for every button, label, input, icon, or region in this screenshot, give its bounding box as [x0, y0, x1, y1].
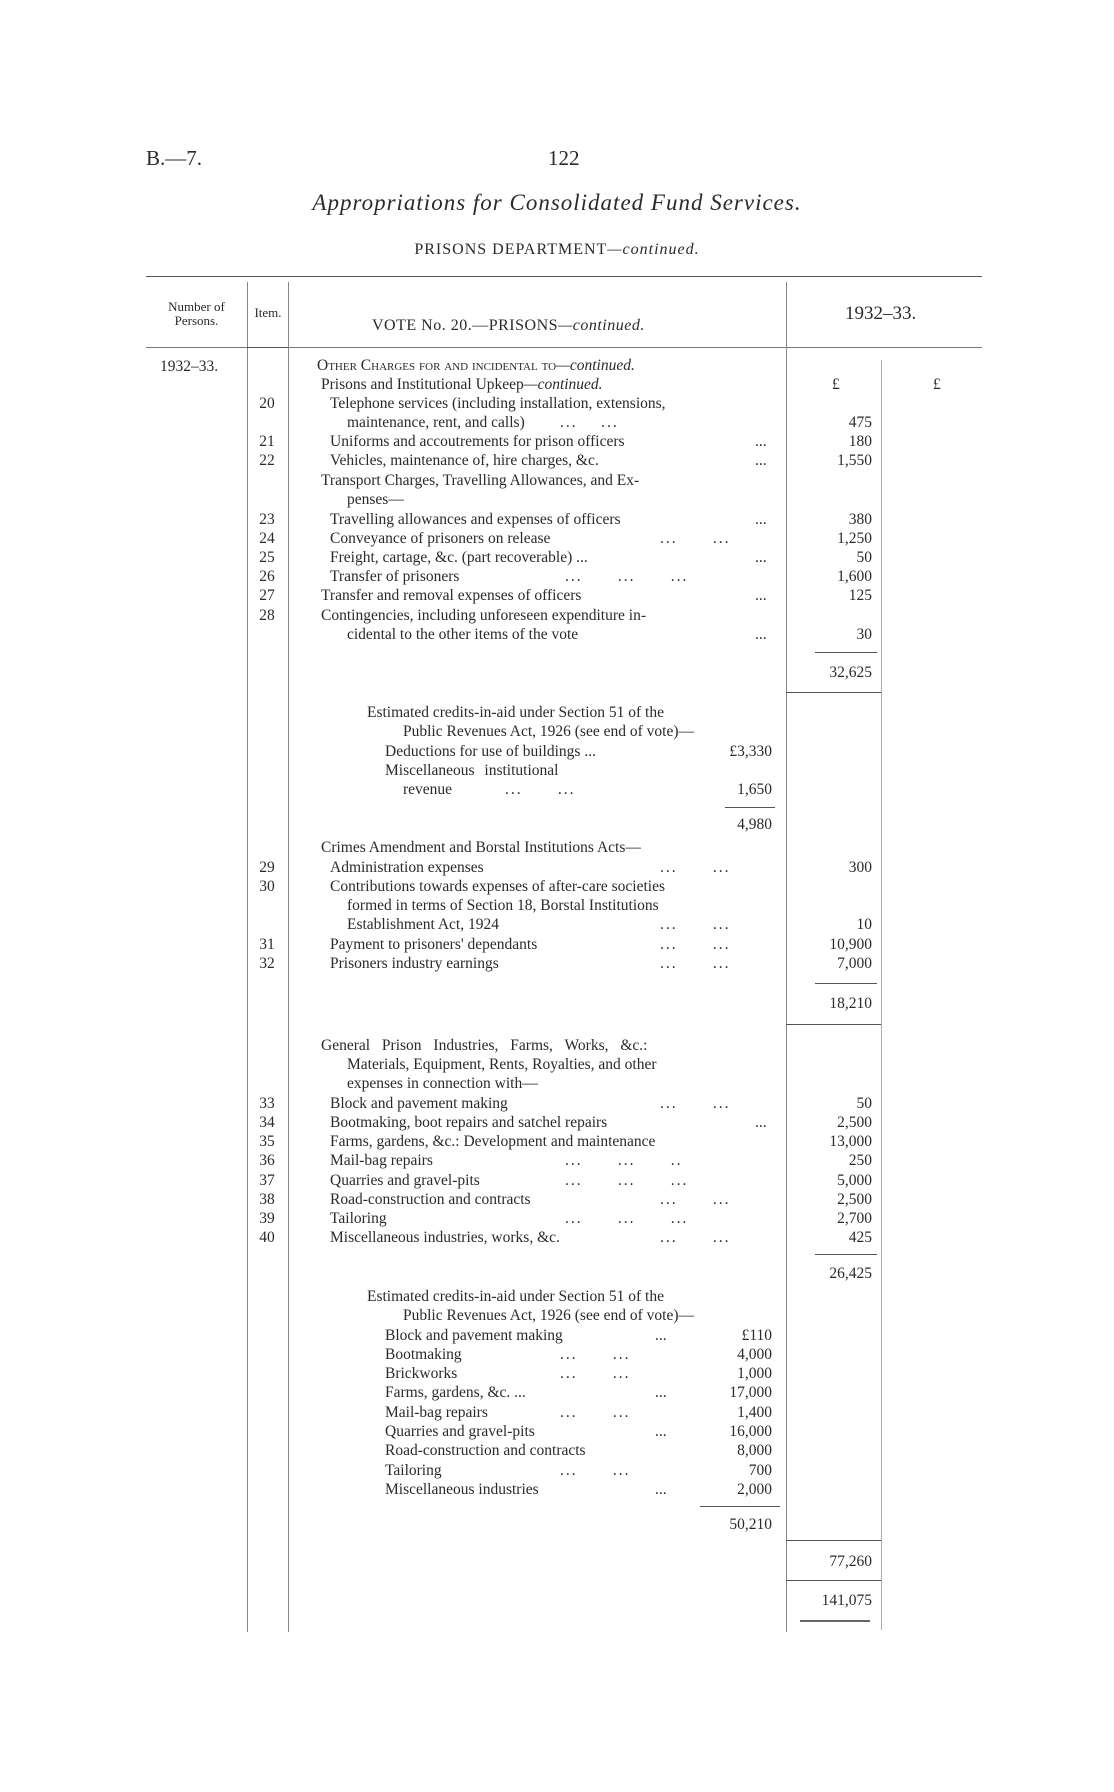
item-header: Item. — [254, 305, 282, 320]
column-divider-amount — [786, 282, 787, 1632]
pound-sign-amount: £ — [832, 376, 840, 393]
subheading-materials-cont: expenses in connection with— — [347, 1075, 538, 1092]
credit-amount: 16,000 — [729, 1423, 772, 1440]
credit-amount: 4,000 — [737, 1346, 772, 1363]
subtotal-rule — [815, 983, 877, 984]
credits-heading-cont: Public Revenues Act, 1926 (see end of vote)— — [403, 1307, 694, 1324]
subtotal-rule — [786, 1024, 881, 1025]
item-number: 38 — [259, 1191, 275, 1208]
item-description: Road-construction and contracts — [330, 1191, 531, 1208]
item-amount: 2,500 — [837, 1191, 872, 1208]
credit-amount: 8,000 — [737, 1442, 772, 1459]
item-number: 35 — [259, 1133, 275, 1150]
item-number: 26 — [259, 568, 275, 585]
credits-heading: Estimated credits-in-aid under Section 51 of the — [367, 1288, 664, 1305]
item-amount: 5,000 — [837, 1172, 872, 1189]
item-amount: 30 — [856, 626, 872, 643]
item-amount: 50 — [856, 1095, 872, 1112]
credits-rule — [700, 1506, 780, 1507]
pound-sign-total: £ — [933, 376, 941, 393]
section-total: 32,625 — [829, 664, 872, 681]
item-description: Conveyance of prisoners on release — [330, 530, 551, 547]
section-heading-crimes: Crimes Amendment and Borstal Institutions Acts— — [321, 839, 641, 856]
vote-grand-total: 141,075 — [821, 1592, 872, 1609]
item-description: Contributions towards expenses of after-care societies — [330, 878, 665, 895]
credit-amount: 2,000 — [737, 1481, 772, 1498]
item-number: 32 — [259, 955, 275, 972]
credit-label-cont: revenue ... ... — [403, 781, 576, 798]
page-title: Appropriations for Consolidated Fund Services. — [312, 190, 802, 215]
section-total: 26,425 — [829, 1265, 872, 1282]
item-amount: 2,500 — [837, 1114, 872, 1131]
item-number: 40 — [259, 1229, 275, 1246]
number-of-persons-header: Number of Persons. — [168, 299, 225, 328]
item-number: 34 — [259, 1114, 275, 1131]
subheading-transport-cont: penses— — [347, 491, 404, 508]
item-number: 36 — [259, 1152, 275, 1169]
subheading-materials: Materials, Equipment, Rents, Royalties, and other — [347, 1056, 657, 1073]
item-amount: 300 — [848, 859, 872, 876]
item-description: Contingencies, including unforeseen expenditure in- — [321, 607, 646, 624]
table-top-rule — [146, 276, 982, 277]
item-amount: 50 — [856, 549, 872, 566]
credit-label: Miscellaneous institutional — [385, 762, 559, 779]
item-amount: 10 — [856, 916, 872, 933]
item-number: 29 — [259, 859, 275, 876]
item-description: Vehicles, maintenance of, hire charges, &c. — [330, 452, 599, 469]
item-amount: 475 — [848, 414, 872, 431]
credit-label: Farms, gardens, &c. ... — [385, 1384, 526, 1401]
item-number: 31 — [259, 936, 275, 953]
credit-label: Block and pavement making — [385, 1327, 563, 1344]
item-amount: 13,000 — [829, 1133, 872, 1150]
credits-heading: Estimated credits-in-aid under Section 51 of the — [367, 704, 664, 721]
credit-label: Quarries and gravel-pits — [385, 1423, 535, 1440]
item-description: Freight, cartage, &c. (part recoverable) ... — [330, 549, 588, 566]
credit-amount: 700 — [748, 1462, 772, 1479]
item-description: Telephone services (including installation, extensions, — [330, 395, 666, 412]
credit-amount: £3,330 — [729, 743, 772, 760]
credits-total: 50,210 — [729, 1516, 772, 1533]
subheading-transport: Transport Charges, Travelling Allowances, and Ex- — [321, 472, 640, 489]
year-header: 1932–33. — [845, 303, 917, 324]
item-amount: 10,900 — [829, 936, 872, 953]
subheading-prisons-upkeep: Prisons and Institutional Upkeep—continued. — [321, 376, 603, 393]
department-heading: PRISONS DEPARTMENT—continued. — [414, 241, 700, 258]
item-head-rule — [247, 347, 288, 348]
item-description: Transfer and removal expenses of officers — [321, 587, 582, 604]
credit-label: Tailoring — [385, 1462, 442, 1479]
item-description: Mail-bag repairs — [330, 1152, 433, 1169]
item-amount: 250 — [848, 1152, 872, 1169]
credit-amount: 1,650 — [737, 781, 772, 798]
column-divider-total — [881, 360, 882, 1630]
item-amount: 1,250 — [837, 530, 872, 547]
persons-year: 1932–33. — [160, 358, 219, 375]
item-amount: 125 — [848, 587, 872, 604]
credit-label: Mail-bag repairs — [385, 1404, 488, 1421]
item-description: Payment to prisoners' dependants — [330, 936, 538, 953]
vote-subtotal: 77,260 — [829, 1553, 872, 1570]
item-amount: 425 — [848, 1229, 872, 1246]
credit-label: Deductions for use of buildings ... — [385, 743, 596, 760]
item-description-cont: Establishment Act, 1924 — [347, 916, 499, 933]
item-description-cont: cidental to the other items of the vote — [347, 626, 579, 643]
item-amount: 1,550 — [837, 452, 872, 469]
credit-amount: £110 — [741, 1327, 772, 1344]
subtotal-rule — [815, 652, 877, 653]
credits-total: 4,980 — [737, 816, 772, 833]
item-number: 22 — [259, 452, 275, 469]
item-amount: 380 — [848, 511, 872, 528]
total-rule — [786, 1540, 881, 1541]
item-description: Block and pavement making — [330, 1095, 508, 1112]
credits-rule — [725, 807, 775, 808]
item-description-cont: formed in terms of Section 18, Borstal Institutions — [347, 897, 659, 914]
item-description: Bootmaking, boot repairs and satchel repairs — [330, 1114, 608, 1131]
item-description: Prisoners industry earnings — [330, 955, 499, 972]
item-number: 27 — [259, 587, 275, 604]
subtotal-rule — [815, 1254, 877, 1255]
grand-total-rule — [800, 1620, 870, 1622]
item-description: Administration expenses — [330, 859, 484, 876]
item-description: Miscellaneous industries, works, &c. — [330, 1229, 560, 1246]
item-description: Farms, gardens, &c.: Development and maintenance — [330, 1133, 656, 1150]
item-description: Tailoring — [330, 1210, 387, 1227]
item-description: Travelling allowances and expenses of officers — [330, 511, 621, 528]
item-number: 23 — [259, 511, 275, 528]
item-description: Quarries and gravel-pits — [330, 1172, 480, 1189]
section-heading-industries: General Prison Industries, Farms, Works, &c.: — [321, 1037, 648, 1054]
credit-label: Miscellaneous industries — [385, 1481, 539, 1498]
item-amount: 2,700 — [837, 1210, 872, 1227]
vote-heading: VOTE No. 20.—PRISONS—continued. — [372, 317, 645, 334]
credit-label: Brickworks — [385, 1365, 458, 1382]
credit-amount: 1,000 — [737, 1365, 772, 1382]
item-number: 30 — [259, 878, 275, 895]
item-number: 28 — [259, 607, 275, 624]
subtotal-rule — [786, 692, 881, 693]
item-number: 20 — [259, 395, 275, 412]
item-number: 39 — [259, 1210, 275, 1227]
item-description: Transfer of prisoners — [330, 568, 460, 585]
item-amount: 7,000 — [837, 955, 872, 972]
item-number: 33 — [259, 1095, 275, 1112]
column-divider-item — [288, 282, 289, 1632]
credit-amount: 17,000 — [729, 1384, 772, 1401]
item-number: 37 — [259, 1172, 275, 1189]
credit-label: Bootmaking — [385, 1346, 462, 1363]
credit-label: Road-construction and contracts — [385, 1442, 586, 1459]
item-description-cont: maintenance, rent, and calls) ... ... — [347, 414, 619, 431]
item-amount: 180 — [848, 433, 872, 450]
item-number: 25 — [259, 549, 275, 566]
item-amount: 1,600 — [837, 568, 872, 585]
credits-heading-cont: Public Revenues Act, 1926 (see end of vote)— — [403, 723, 694, 740]
page-number: 122 — [548, 146, 580, 170]
document-reference: B.—7. — [146, 146, 203, 170]
item-number: 21 — [259, 433, 275, 450]
item-description: Uniforms and accoutrements for prison officers — [330, 433, 625, 450]
section-total: 18,210 — [829, 995, 872, 1012]
total-rule — [786, 1580, 881, 1581]
item-number: 24 — [259, 530, 275, 547]
section-heading-other-charges: Other Charges for and incidental to—continued. — [317, 357, 635, 374]
credit-amount: 1,400 — [737, 1404, 772, 1421]
